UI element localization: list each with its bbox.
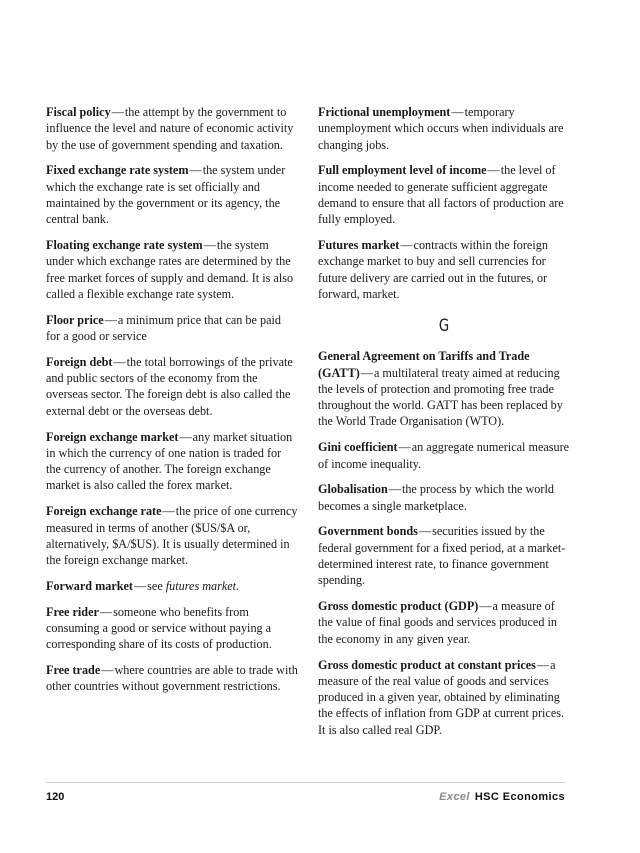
glossary-definition: the process by which the world becomes a single marketplace.	[318, 482, 554, 513]
glossary-term: Foreign exchange rate	[46, 504, 162, 519]
em-dash: —	[203, 238, 216, 253]
glossary-entry	[318, 481, 570, 514]
glossary-term: Government bonds	[318, 524, 418, 539]
glossary-entry	[46, 429, 298, 494]
glossary-entry	[46, 237, 298, 302]
glossary-definition: the system under which exchange rates are determined by the free market forces of supply and demand. It is also called a flexible exchange rate system.	[46, 238, 294, 301]
footer-divider	[46, 782, 565, 783]
em-dash: —	[487, 163, 500, 178]
em-dash: —	[451, 105, 464, 119]
book-subject: HSC Economics	[474, 791, 565, 803]
glossary-term: Frictional unemployment	[318, 105, 451, 119]
glossary-entry	[318, 104, 570, 153]
running-title	[439, 791, 565, 803]
glossary-entry	[318, 598, 570, 647]
glossary-term: Gross domestic product at constant prices	[318, 657, 536, 672]
glossary-definition: a measure of the value of final goods and services produced in the economy in any given year.	[318, 599, 557, 646]
em-dash: —	[398, 440, 411, 455]
em-dash: —	[133, 578, 147, 593]
glossary-definition: a minimum price that can be paid for a good or service	[46, 312, 281, 344]
glossary-term: Free rider	[46, 604, 99, 619]
glossary-term: Futures market	[318, 238, 400, 253]
em-dash: —	[189, 163, 202, 178]
glossary-term: Floating exchange rate system	[46, 238, 203, 253]
glossary-term: Free trade	[46, 663, 101, 678]
glossary-entry	[46, 604, 298, 653]
glossary-entry	[318, 439, 570, 472]
section-letter: G	[438, 316, 450, 337]
em-dash: —	[113, 354, 126, 369]
glossary-term: Full employment level of income	[318, 163, 487, 178]
glossary-definition: securities issued by the federal government for a fixed period, at a market-determined interest rate, to finance government spending.	[318, 524, 566, 588]
em-dash: —	[111, 105, 124, 119]
glossary-definition: temporary unemployment which occurs when individuals are changing jobs.	[318, 105, 564, 152]
glossary-entry	[46, 662, 298, 695]
glossary-entry	[46, 312, 298, 345]
right-column-g-entries	[318, 348, 570, 738]
em-dash: —	[99, 604, 113, 619]
glossary-entry	[318, 523, 570, 588]
right-column-f-entries	[318, 104, 570, 302]
glossary-definition: the level of income needed to generate sufficient aggregate demand to ensure that all factors of production are fully employed.	[318, 163, 564, 227]
em-dash: —	[400, 238, 413, 253]
glossary-definition: a multilateral treaty aimed at reducing the levels of protection and promoting free trade throughout the world. GATT has been replaced by the World Trade Organisation (WTO).	[318, 365, 563, 429]
em-dash: —	[479, 599, 492, 614]
glossary-definition: any market situation in which the currency of one nation is traded for the currency of another. The foreign exchange market is also called the forex market.	[46, 429, 293, 493]
glossary-term: Globalisation	[318, 482, 388, 497]
left-column	[46, 104, 298, 704]
glossary-term: Fixed exchange rate system	[46, 163, 189, 178]
glossary-entry	[46, 162, 298, 227]
glossary-definition: contracts within the foreign exchange market to buy and sell currencies for future delivery are carried out in the futures, or forward, market.	[318, 238, 548, 301]
glossary-term: Floor price	[46, 312, 104, 327]
em-dash: —	[536, 657, 550, 672]
glossary-entry	[318, 348, 570, 429]
glossary-definition: the price of one currency measured in terms of another ($US/$A or, alternatively, $A/$US). It is usually determined in the foreign exchange market.	[46, 504, 298, 568]
glossary-entry	[318, 657, 570, 738]
glossary-term: General Agreement on Tariffs and Trade (GATT)	[318, 349, 530, 380]
glossary-definition: the total borrowings of the private and public sectors of the economy from the overseas sector. The foreign debt is also called the external debt or the overseas debt.	[46, 354, 293, 418]
page-number: 120	[46, 791, 65, 803]
glossary-entry	[46, 354, 298, 419]
glossary-definition: the system under which the exchange rate is set officially and maintained by the government or its agency, the central bank.	[46, 163, 286, 227]
em-dash: —	[388, 482, 401, 497]
glossary-term: Foreign debt	[46, 354, 113, 369]
em-dash: —	[418, 524, 432, 539]
glossary-term: Gini coefficient	[318, 440, 398, 455]
glossary-term: Forward market	[46, 578, 133, 593]
book-brand: Excel	[439, 791, 470, 803]
glossary-entry	[46, 578, 298, 594]
glossary-term: Foreign exchange market	[46, 429, 179, 444]
em-dash: —	[360, 365, 373, 380]
right-column	[318, 104, 570, 748]
glossary-term: Gross domestic product (GDP)	[318, 599, 479, 614]
em-dash: —	[104, 312, 117, 327]
glossary-entry	[46, 104, 298, 153]
glossary-term: Fiscal policy	[46, 105, 111, 119]
glossary-definition: a measure of the real value of goods and services produced in a given year, obtained by eliminating the effects of inflation from GDP at current prices. It is also called real GDP.	[318, 657, 565, 737]
see-prefix: see	[147, 578, 166, 593]
glossary-definition: where countries are able to trade with other countries without government restrictions.	[46, 663, 298, 694]
glossary-definition: someone who benefits from consuming a good or service without paying a corresponding share of its costs of production.	[46, 604, 272, 652]
cross-reference: futures market.	[165, 578, 240, 593]
em-dash: —	[101, 663, 114, 678]
glossary-entry	[318, 237, 570, 302]
glossary-entry	[318, 162, 570, 227]
glossary-definition: an aggregate numerical measure of income inequality.	[318, 440, 570, 471]
glossary-entry	[46, 503, 298, 568]
em-dash: —	[179, 429, 192, 444]
em-dash: —	[162, 504, 175, 519]
glossary-definition: the attempt by the government to influence the level and nature of economic activity by the use of government spending and taxation.	[46, 105, 294, 152]
